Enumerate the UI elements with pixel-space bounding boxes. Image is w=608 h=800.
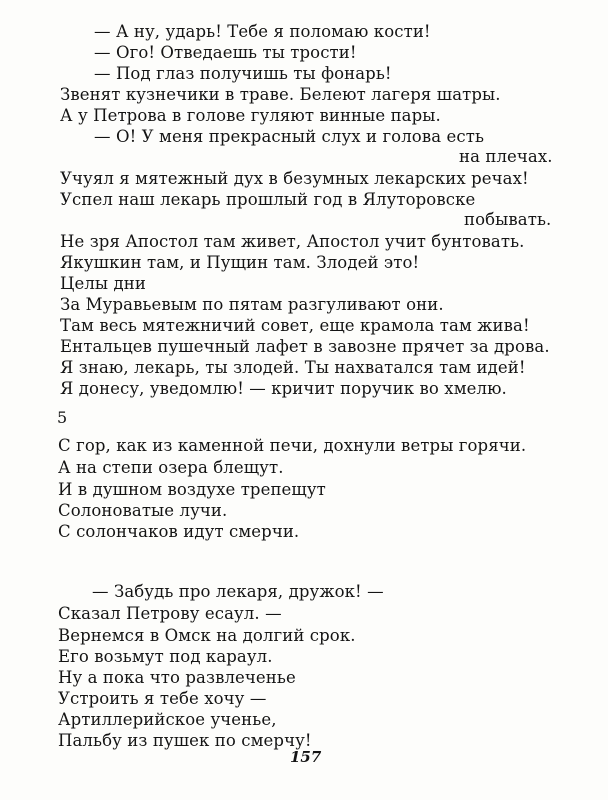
verse-line: — Забудь про лекаря, дружок! — xyxy=(92,582,384,601)
verse-line: А у Петрова в голове гуляют винные пары. xyxy=(60,106,441,125)
verse-line: Пальбу из пушек по смерчу! xyxy=(58,731,312,750)
verse-line-continuation: побывать. xyxy=(464,210,552,229)
verse-line: Там весь мятежничий совет, еще крамола там жива! xyxy=(60,316,530,335)
verse-line: — Под глаз получишь ты фонарь! xyxy=(94,64,392,83)
verse-line: Сказал Петрову есаул. — xyxy=(58,604,282,623)
verse-line: Его возьмут под караул. xyxy=(58,647,273,666)
verse-line: Ентальцев пушечный лафет в завозне прячет за дрова. xyxy=(60,337,550,356)
verse-line: Звенят кузнечики в траве. Белеют лагеря шатры. xyxy=(60,85,501,104)
verse-line: Успел наш лекарь прошлый год в Ялуторовске xyxy=(60,190,476,209)
verse-line: С солончаков идут смерчи. xyxy=(58,522,300,541)
verse-line-continuation: на плечах. xyxy=(459,147,553,166)
verse-line: Вернемся в Омск на долгий срок. xyxy=(58,626,356,645)
verse-line: Целы дни xyxy=(60,274,146,293)
verse-line: Учуял я мятежный дух в безумных лекарских речах! xyxy=(60,169,529,188)
page-number: 157 xyxy=(290,748,322,766)
verse-line: А на степи озера блещут. xyxy=(58,458,284,477)
verse-line: И в душном воздухе трепещут xyxy=(58,480,326,499)
verse-line: — О! У меня прекрасный слух и голова есть xyxy=(94,127,485,146)
verse-line: Я знаю, лекарь, ты злодей. Ты нахватался там идей! xyxy=(60,358,526,377)
verse-line: — А ну, ударь! Тебе я поломаю кости! xyxy=(94,22,431,41)
verse-line: Солоноватые лучи. xyxy=(58,501,228,520)
section-number: 5 xyxy=(57,408,68,427)
verse-line: За Муравьевым по пятам разгуливают они. xyxy=(60,295,444,314)
verse-line: — Ого! Отведаешь ты трости! xyxy=(94,43,357,62)
verse-line: Артиллерийское ученье, xyxy=(58,710,277,729)
verse-line: Устроить я тебе хочу — xyxy=(58,689,267,708)
verse-line: Якушкин там, и Пущин там. Злодей это! xyxy=(60,253,420,272)
verse-line: Я донесу, уведомлю! — кричит поручик во хмелю. xyxy=(60,379,507,398)
verse-line: С гор, как из каменной печи, дохнули ветры горячи. xyxy=(58,436,527,455)
verse-line: Ну а пока что развлеченье xyxy=(58,668,296,687)
verse-line: Не зря Апостол там живет, Апостол учит бунтовать. xyxy=(60,232,525,251)
